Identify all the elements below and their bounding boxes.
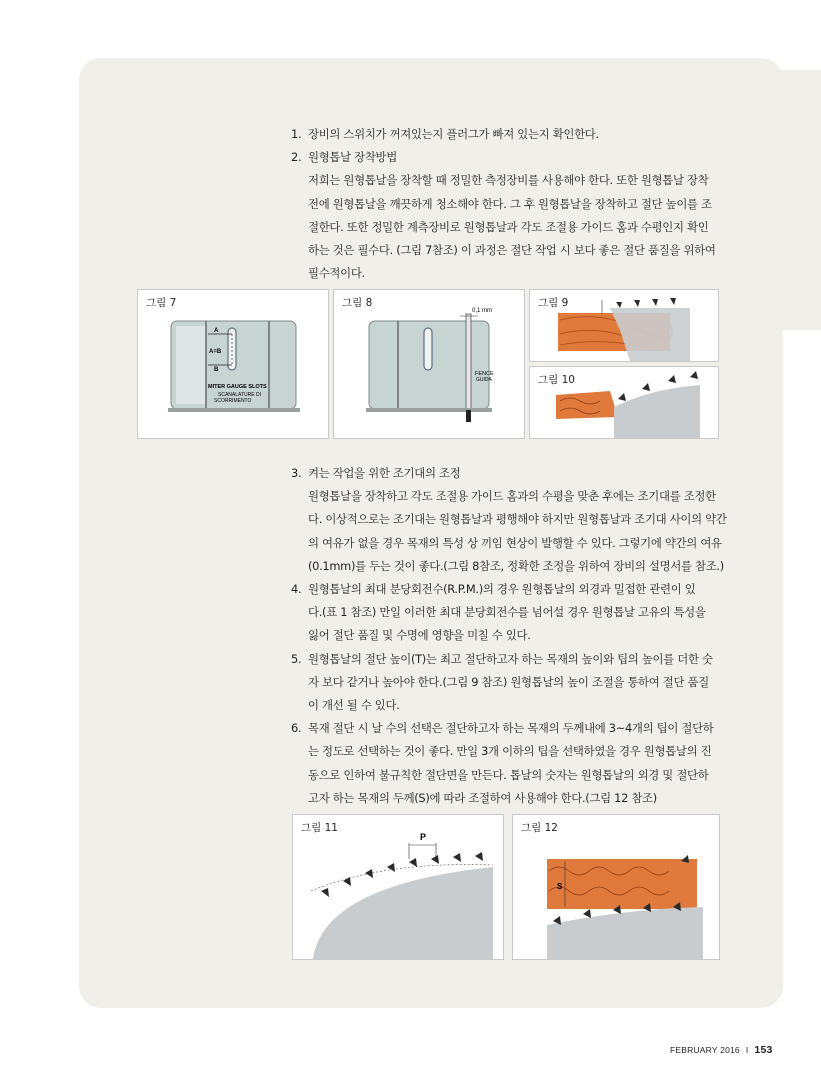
figure-9 [529,289,719,362]
fig7-mark-ab: A=B [209,349,222,355]
list-item-6: 6. 목재 절단 시 날 수의 선택은 절단하고자 하는 목재의 두께내에 3~4개의 팁이 절단하 는 정도로 선택하는 것이 좋다. 만일 3개 이하의 팁을 선택하였을 경우 원형톱날의 진 동으로 인하여 불규칙한 절단면을 만든다. 톱날의 숫자는 원형톱날의 외경 및 절단하 고자 하는 목재의 두께(S)에 따라 조절하여 사용해야 한다.(그림 12 참조) [291,721,714,805]
figure-12 [512,814,720,960]
figure-7 [137,289,329,439]
fig8-guida-label: GUIDA [476,377,492,383]
figure-10 [529,366,719,439]
issue-date: FEBRUARY 2016 [670,1045,740,1055]
figure-10-label: 그림 10 [538,374,575,386]
figure-11 [292,814,504,960]
fig8-gap-label: 0,1 mm [472,308,493,314]
figure-11-diagram [293,815,503,959]
item-2-title: 원형톱날 장착방법 [308,150,397,165]
item-3-title: 켜는 작업을 위한 조기대의 조정 [308,466,461,480]
item-1-text: 장비의 스위치가 꺼져있는지 플러그가 빠져 있는지 확인한다. [308,127,599,141]
footer-separator: I [745,1045,749,1055]
fig11-pitch-label: P [420,832,427,842]
fig7-caption-2: SCANALATURE DI [218,392,261,398]
figure-7-diagram [138,290,328,438]
figure-11-label: 그림 11 [301,822,338,834]
fig7-mark-b: B [214,367,219,373]
list-item-3: 3. 켜는 작업을 위한 조기대의 조정 [291,466,461,480]
figure-8-diagram [334,290,524,438]
list-item-5: 5. 원형톱날의 절단 높이(T)는 최고 절단하고자 하는 목재의 높이와 팁의 높이를 더한 숫 자 보다 같거나 높아야 한다.(그림 9 참조) 원형톱날의 높이 조절을 통하여 절단 품질 이 개선 될 수 있다. [291,651,713,713]
figure-10-diagram [530,367,718,438]
figure-8-label: 그림 8 [342,297,373,309]
figure-12-diagram [513,815,719,959]
figure-9-diagram [530,290,718,361]
panel-edge [772,70,821,330]
figure-12-label: 그림 12 [521,822,558,834]
figure-8 [333,289,525,439]
list-item-4: 4. 원형톱날의 최대 분당회전수(R.P.M.)의 경우 원형톱날의 외경과 밀접한 관련이 있 다.(표 1 참조) 만일 이러한 최대 분당회전수를 넘어설 경우 원형톱날 고유의 특성을 잃어 절단 품질 및 수명에 영향을 미칠 수 있다. [291,582,706,643]
list-item-1: 1. 장비의 스위치가 꺼져있는지 플러그가 빠져 있는지 확인한다. [291,127,599,141]
figure-9-label: 그림 9 [538,297,569,309]
item-3-body: 원형톱날을 장착하고 각도 조절용 가이드 홈과의 수평을 맞춘 후에는 조기대를 조정한 다. 이상적으로는 조기대는 원형톱날과 평행해야 하지만 원형톱날과 조기대 사이의 약간 의 여유가 없을 경우 목재의 특성 상 끼임 현상이 발행할 수 있다. 그렇기에 약간의 여유 (0.1mm)를 두는 것이 좋다.(그림 8참조, 정확한 조정을 위하여 장비의 설명서를 참조.) [308,489,727,573]
item-2-body: 저희는 원형톱날을 장착할 때 정밀한 측정장비를 사용해야 한다. 또한 원형톱날 장착 전에 원형톱날을 깨끗하게 청소해야 한다. 그 후 원형톱날을 장착하고 절단 높이를 조 절한다. 또한 정밀한 계측장비로 원형톱날과 각도 조절용 가이드 홈과 수평인지 확인 하는 것은 필수다. (그림 7참조) 이 과정은 절단 작업 시 보다 좋은 절단 품질을 위하여 필수적이다. [308,173,716,281]
fig7-caption-1: MITER GAUGE SLOTS [208,384,267,390]
fig12-thickness-label: S [557,882,563,891]
fig7-mark-a: A [214,328,219,334]
page-footer [670,1044,773,1056]
figure-7-label: 그림 7 [146,297,177,309]
list-item-2: 2. 원형톱날 장착방법 [291,150,397,165]
body-text [291,462,741,810]
fig7-caption-3: SCORRIMENTO [214,398,252,404]
fig8-fence-label: FENCE [475,371,494,377]
page-number: 153 [754,1044,773,1056]
intro-text [291,123,741,285]
